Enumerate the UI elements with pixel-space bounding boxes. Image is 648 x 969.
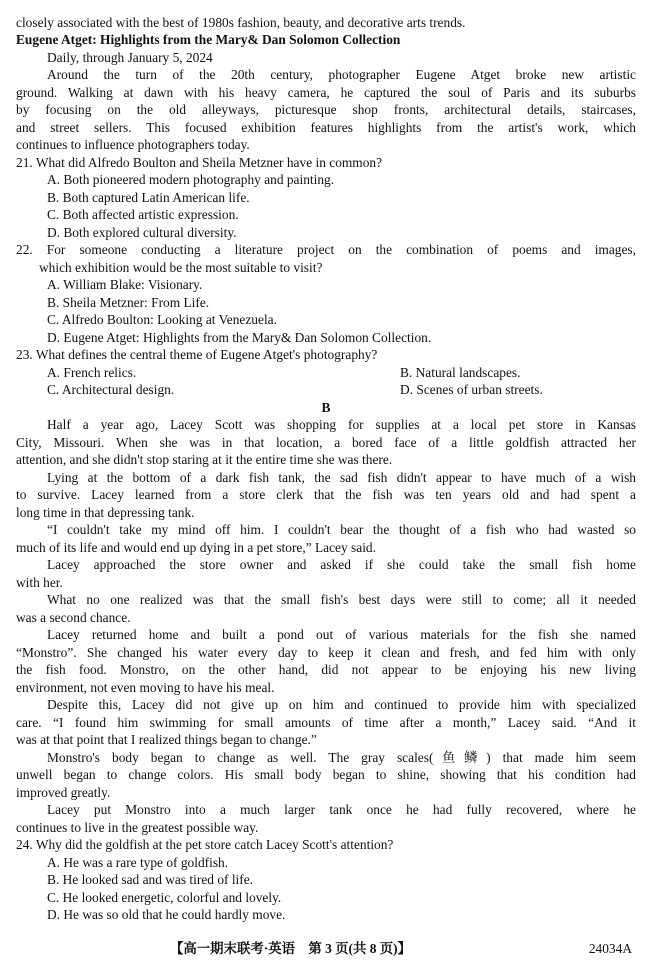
text-line: B — [321, 400, 331, 415]
q23-option-d: D. Scenes of urban streets. — [400, 382, 543, 397]
text-line: which exhibition would be the most suitable to visit? — [39, 260, 323, 275]
text-line: C. Alfredo Boulton: Looking at Venezuela. — [47, 312, 277, 327]
text-line: improved greatly. — [16, 785, 111, 800]
text-line: City, Missouri. When she was in that location, a bored face of a little goldfish attracted her — [16, 435, 636, 450]
q23-options-row-1 — [47, 364, 636, 382]
text-line: and street sellers. This focused exhibition features highlights from the artist's work, which — [16, 120, 636, 135]
text-line: attention, and she didn't stop staring at it the entire time she was there. — [16, 452, 393, 467]
page-footer — [0, 939, 648, 959]
text-line: was a second chance. — [16, 610, 131, 625]
text-line: C. He looked energetic, colorful and lovely. — [47, 890, 282, 905]
text-line: D. Eugene Atget: Highlights from the Mary& Dan Solomon Collection. — [47, 330, 432, 345]
text-line: continues to live in the greatest possible way. — [16, 820, 259, 835]
text-line: D. He was so old that he could hardly move. — [47, 907, 286, 922]
text-line: to survive. Lacey learned from a store clerk that the fish was ten years old and had spent a — [16, 487, 636, 502]
text-line: environment, not even moving to have his meal. — [16, 680, 275, 695]
text-line: What no one realized was that the small fish's best days were still to come; all it needed — [47, 592, 636, 607]
q23-option-a: A. French relics. — [47, 365, 137, 380]
text-line: Around the turn of the 20th century, photographer Eugene Atget broke new artistic — [47, 67, 636, 82]
text-line: Lacey returned home and built a pond out of various materials for the fish she named — [47, 627, 636, 642]
text-line: continues to influence photographers today. — [16, 137, 250, 152]
q23-options-row-2 — [47, 381, 636, 399]
q23-option-b: B. Natural landscapes. — [400, 365, 521, 380]
text-line: the fish food. Monstro, on the other hand, did not appear to be enjoying his new living — [16, 662, 636, 677]
text-line: 23. What defines the central theme of Eugene Atget's photography? — [16, 347, 378, 362]
text-line: Monstro's body began to change as well. The gray scales(鱼鳞) that made him seem — [47, 750, 636, 765]
text-line: Daily, through January 5, 2024 — [47, 50, 213, 65]
text-line: “Monstro”. She changed his water every day to keep it clean and fresh, and fed him with only — [16, 645, 636, 660]
text-line: closely associated with the best of 1980s fashion, beauty, and decorative arts trends. — [16, 15, 466, 30]
text-line: 21. What did Alfredo Boulton and Sheila Metzner have in common? — [16, 155, 383, 170]
text-line: C. Both affected artistic expression. — [47, 207, 239, 222]
text-line: B. He looked sad and was tired of life. — [47, 872, 254, 887]
text-line: 22. For someone conducting a literature project on the combination of poems and images, — [16, 242, 636, 257]
text-line: B. Both captured Latin American life. — [47, 190, 250, 205]
q23-option-c: C. Architectural design. — [47, 382, 175, 397]
text-line: “I couldn't take my mind off him. I couldn't bear the thought of a fish who had wasted so — [47, 522, 636, 537]
footer-label: 【高一期末联考·英语 第 3 页(共 8 页)】 — [170, 941, 412, 956]
text-line: Eugene Atget: Highlights from the Mary& Dan Solomon Collection — [16, 32, 401, 47]
text-line: 24. Why did the goldfish at the pet store catch Lacey Scott's attention? — [16, 837, 394, 852]
text-line: Lying at the bottom of a dark fish tank, the sad fish didn't appear to have much of a wish — [47, 470, 636, 485]
text-line: unwell began to change colors. His small body began to shine, showing that his condition had — [16, 767, 636, 782]
text-line: A. William Blake: Visionary. — [47, 277, 203, 292]
text-line: care. “I found him swimming for small amounts of time after a month,” Lacey said. “And it — [16, 715, 636, 730]
text-line: much of its life and would end up dying in a pet store,” Lacey said. — [16, 540, 376, 555]
text-line: A. Both pioneered modern photography and painting. — [47, 172, 335, 187]
text-line: long time in that depressing tank. — [16, 505, 195, 520]
text-line: ground. Walking at dawn with his heavy camera, he captured the soul of Paris and its suburbs — [16, 85, 636, 100]
text-line: with her. — [16, 575, 63, 590]
text-line: Despite this, Lacey did not give up on him and continued to provide him with specialized — [47, 697, 636, 712]
text-line: A. He was a rare type of goldfish. — [47, 855, 229, 870]
text-line: D. Both explored cultural diversity. — [47, 225, 237, 240]
footer-code: 24034A — [588, 941, 632, 956]
text-line: B. Sheila Metzner: From Life. — [47, 295, 210, 310]
text-line: Lacey approached the store owner and asked if she could take the small fish home — [47, 557, 636, 572]
text-line: was at that point that I realized things began to change.” — [16, 732, 317, 747]
text-line: Half a year ago, Lacey Scott was shopping for supplies at a local pet store in Kansas — [47, 417, 636, 432]
text-line: by focusing on the old alleyways, picturesque shop fronts, architectural details, staircases, — [16, 102, 636, 117]
text-line: Lacey put Monstro into a much larger tank once he had fully recovered, where he — [47, 802, 636, 817]
